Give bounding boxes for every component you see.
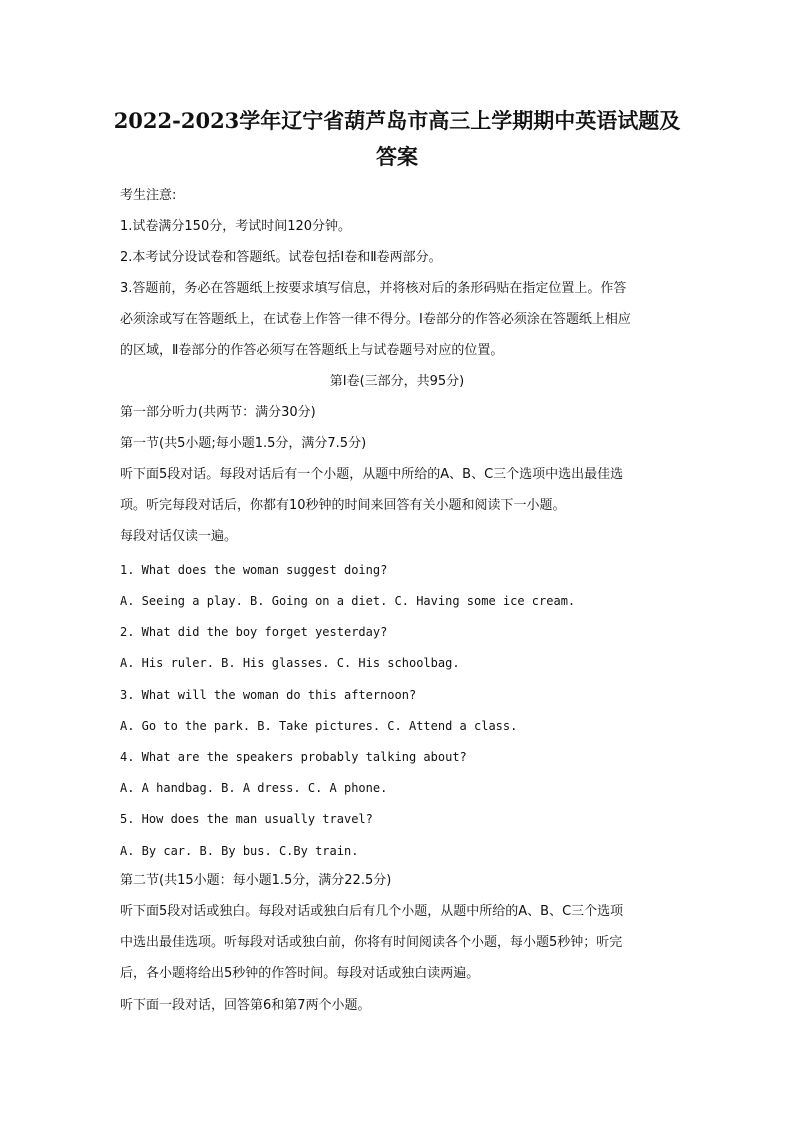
section-1-instruction-line-3: 每段对话仅读一遍。 bbox=[120, 529, 238, 544]
question-5: 5. How does the man usually travel? bbox=[120, 812, 373, 826]
section-1-instruction-line-1: 听下面5段对话。每段对话后有一个小题，从题中所给的A、B、C三个选项中选出最佳选 bbox=[120, 467, 624, 482]
notice-heading: 考生注意: bbox=[120, 188, 177, 203]
section-2-instruction-line-1: 听下面5段对话或独白。每段对话或独白后有几个小题，从题中所给的A、B、C三个选项 bbox=[120, 904, 624, 919]
question-4: 4. What are the speakers probably talking about? bbox=[120, 750, 467, 764]
notice-item-3-line-2: 必须涂或写在答题纸上，在试卷上作答一律不得分。Ⅰ卷部分的作答必须涂在答题纸上相应 bbox=[120, 312, 631, 327]
document-title-line-2: 答案 bbox=[376, 144, 418, 169]
volume-1-heading: 第Ⅰ卷(三部分，共95分) bbox=[329, 374, 465, 389]
section-1-heading: 第一节(共5小题;每小题1.5分，满分7.5分) bbox=[120, 436, 367, 451]
question-1: 1. What does the woman suggest doing? bbox=[120, 563, 388, 577]
question-4-options: A. A handbag. B. A dress. C. A phone. bbox=[120, 781, 388, 795]
section-1-instruction-line-2: 项。听完每段对话后，你都有10秒钟的时间来回答有关小题和阅读下一小题。 bbox=[120, 498, 566, 513]
section-2-instruction-line-3: 后，各小题将给出5秒钟的作答时间。每段对话或独白读两遍。 bbox=[120, 966, 480, 981]
question-1-options: A. Seeing a play. B. Going on a diet. C. Having some ice cream. bbox=[120, 594, 576, 608]
document-title-line-1: 2022-2023学年辽宁省葫芦岛市高三上学期期中英语试题及 bbox=[113, 108, 681, 133]
question-3-options: A. Go to the park. B. Take pictures. C. Attend a class. bbox=[120, 719, 518, 733]
notice-item-3-line-1: 3.答题前，务必在答题纸上按要求填写信息，并将核对后的条形码贴在指定位置上。作答 bbox=[120, 281, 627, 296]
section-2-heading: 第二节(共15小题：每小题1.5分，满分22.5分) bbox=[120, 873, 392, 888]
section-2-next-instruction: 听下面一段对话，回答第6和第7两个小题。 bbox=[120, 998, 371, 1013]
question-3: 3. What will the woman do this afternoon? bbox=[120, 688, 417, 702]
question-2-options: A. His ruler. B. His glasses. C. His schoolbag. bbox=[120, 656, 460, 670]
part-1-heading: 第一部分听力(共两节：满分30分) bbox=[120, 405, 316, 420]
question-2: 2. What did the boy forget yesterday? bbox=[120, 625, 388, 639]
section-2-instruction-line-2: 中选出最佳选项。听每段对话或独白前，你将有时间阅读各个小题，每小题5秒钟；听完 bbox=[120, 935, 623, 950]
notice-item-2: 2.本考试分设试卷和答题纸。试卷包括Ⅰ卷和Ⅱ卷两部分。 bbox=[120, 250, 442, 265]
question-5-options: A. By car. B. By bus. C.By train. bbox=[120, 844, 359, 858]
notice-item-3-line-3: 的区域，Ⅱ卷部分的作答必须写在答题纸上与试卷题号对应的位置。 bbox=[120, 343, 504, 358]
notice-item-1: 1.试卷满分150分，考试时间120分钟。 bbox=[120, 219, 352, 234]
